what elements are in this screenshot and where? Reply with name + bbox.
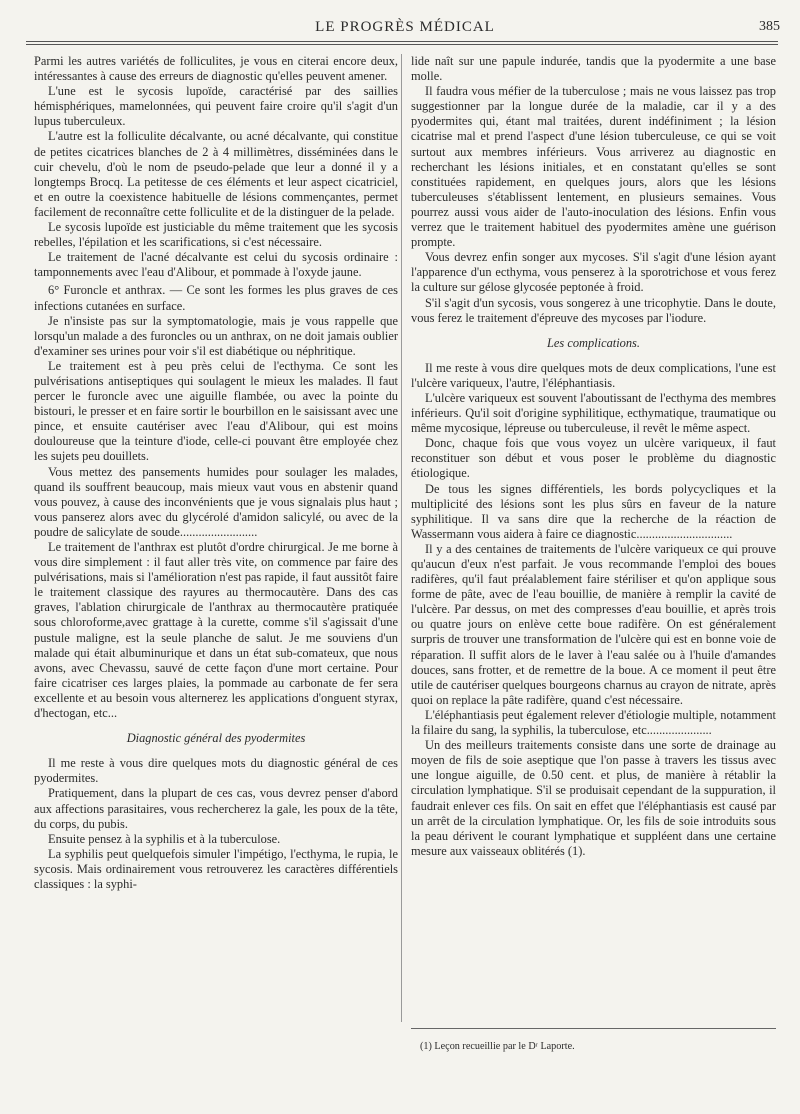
header-rule (26, 41, 778, 42)
footnote-rule (411, 1028, 776, 1029)
page-header (30, 16, 780, 40)
paragraph: Donc, chaque fois que vous voyez un ulcère variqueux, il faut reconstituer son début et vous poser le problème du diagnostic étiologique. (411, 436, 776, 481)
right-column (411, 54, 776, 859)
paragraph: Il me reste à vous dire quelques mots du diagnostic général de ces pyodermites. (34, 756, 398, 786)
paragraph: L'autre est la folliculite décalvante, ou acné décalvante, qui constitue de petites cicatrices blanches de 2 à 4 millimètres, disséminées dans le cuir chevelu, d'où le nom de pseudo-pelade que leur a donné il y a longtemps Brocq. La petitesse de ces éléments et leur aspect cicatriciel, et en outre la coexistence habituelle de lésions commençantes, permet facilement de reconnaître cette folliculite et de la distinguer de la pelade. (34, 129, 398, 219)
paragraph: Parmi les autres variétés de folliculites, je vous en citerai encore deux, intéressantes à cause des erreurs de diagnostic qu'elles peuvent amener. (34, 54, 398, 84)
paragraph: L'éléphantiasis peut également relever d'étiologie multiple, notamment la filaire du sang, la syphilis, la tuberculose, etc..................... (411, 707, 776, 738)
paragraph: Ensuite pensez à la syphilis et à la tuberculose. (48, 831, 281, 846)
footnote: (1) Leçon recueillie par le Dʳ Laporte. (420, 1041, 575, 1052)
paragraph: Je n'insiste pas sur la symptomatologie, mais je vous rappelle que lorsqu'un malade a des furoncles ou un anthrax, on ne doit jamais oublier d'examiner ses urines pour voir s'il est diabétique ou néphritique. (34, 313, 398, 358)
journal-title: LE PROGRÈS MÉDICAL (315, 19, 495, 35)
paragraph: Vous mettez des pansements humides pour soulager les malades, quand ils souffrent beaucoup, mais mieux vaut vous en abstenir quand vous pouvez, à cause des inconvénients que je vous signalais plus haut ; vous panserez alors avec du glycérolé d'amidon salicylé, ou avec de la poudre de salicylate de soude......................... (34, 464, 398, 539)
paragraph: Il y a des centaines de traitements de l'ulcère variqueux ce qui prouve qu'aucun d'eux n'est parfait. Je vous recommande l'emploi des boues radifères, qu'il faut préalablement faire stériliser et qu'on applique sous forme de pâte, avec de l'eau bouillie, de manière à remplir la cavité de l'ulcère. Par dessus, on met des compresses d'eau bouillie, et après trois ou quatre jours on enlève cette boue radifère. On est généralement surpris de trouver une transformation de l'ulcère qui est en bonne voie de réparation. Il suffit alors de le laver à l'eau salée ou à l'huile d'amandes douces, sans frotter, et de remettre de la boue. A ce moment il peut être utile de cautériser quelques bourgeons charnus au crayon de nitrate, après quoi on replace la pâte radifère, quand c'est nécessaire. (411, 541, 776, 707)
paragraph: Pratiquement, dans la plupart de ces cas, vous devrez penser d'abord aux affections parasitaires, vous rechercherez la gale, les poux de la tête, du corps, du pubis. (34, 786, 398, 831)
paragraph: L'ulcère variqueux est souvent l'aboutissant de l'ecthyma des membres inférieurs. Qu'il soit d'origine syphilitique, ecthymatique, traumatique ou même mycosique, lépreuse ou tuberculeuse, il revêt le même aspect. (411, 390, 776, 436)
paragraph: Le traitement est à peu près celui de l'ecthyma. Ce sont les pulvérisations antiseptiques qui soulagent le mieux les malades. Il faut percer le furoncle avec une aiguille flambée, ou avec la pointe du bistouri, le presser et en faire sortir le bourbillon en le saisissant avec une pince, et ensuite cautériser avec l'eau d'Alibour, qui est moins douloureuse que la teinture d'iode, celle-ci pouvant être employée chez les sujets peu douillets. (34, 358, 398, 464)
paragraph: L'une est le sycosis lupoïde, caractérisé par des saillies hémisphériques, mamelonnées, qui peuvent faire croire qu'il s'agit d'un lupus tuberculeux. (34, 84, 398, 129)
paragraph: La syphilis peut quelquefois simuler l'impétigo, l'ecthyma, le rupia, le sycosis. Mais ordinairement vous retrouverez les caractères différentiels classiques : la syphi- (34, 846, 398, 891)
paragraph: lide naît sur une papule indurée, tandis que la pyodermite a une base molle. (411, 54, 776, 84)
paragraph: S'il s'agit d'un sycosis, vous songerez à une tricophytie. Dans le doute, vous ferez le traitement d'épreuve des mycoses par l'iodure. (411, 295, 776, 325)
paragraph: De tous les signes différentiels, les bords polycycliques et la multiplicité des lésions sont les plus sûrs en faveur de la nature syphilitique. Il va sans dire que la recherche de la réaction de Wassermann vous aidera à faire ce diagnostic............................... (411, 481, 776, 541)
section-heading: Diagnostic général des pyodermites (126, 731, 306, 746)
paragraph: Le traitement de l'acné décalvante est celui du sycosis ordinaire : tamponnements avec l'eau d'Alibour, et pommade à l'oxyde jaune. (34, 250, 398, 280)
section-heading: Les complications. (547, 335, 640, 350)
column-divider (401, 54, 402, 1022)
paragraph: 6° Furoncle et anthrax. — Ce sont les formes les plus graves de ces infections cutanées en surface. (34, 283, 398, 313)
page-number: 385 (759, 19, 780, 34)
left-column (34, 54, 398, 892)
paragraph: Il me reste à vous dire quelques mots de deux complications, l'une est l'ulcère variqueux, l'autre, l'éléphantiasis. (411, 360, 776, 390)
header-rule-thin (26, 44, 778, 45)
paragraph: Un des meilleurs traitements consiste dans une sorte de drainage au moyen de fils de soie aseptique que l'on passe à travers les tissus avec une longue aiguille, de 0.50 cent. et plus, de manière à rétablir la circulation lymphatique. S'il se produisait cependant de la suppuration, il faudrait enlever ces fils. On sait en effet que l'éléphantiasis est causé par un arrêt de la circulation lymphatique. Or, les fils de soie introduits sous la peau dérivent le courant lymphatique et suppléent dans une certaine mesure aux vaisseaux oblitérés (1). (411, 738, 776, 858)
paragraph: Vous devrez enfin songer aux mycoses. S'il s'agit d'une lésion ayant l'apparence d'un ecthyma, vous penserez à la sporotrichose et vous ferez la culture sur gélose glycosée peptonée à froid. (411, 250, 776, 295)
paragraph: Le sycosis lupoïde est justiciable du même traitement que les sycosis rebelles, l'épilation et les scarifications, si c'est nécessaire. (34, 220, 398, 250)
paragraph: Le traitement de l'anthrax est plutôt d'ordre chirurgical. Je me borne à vous dire simplement : il faut aller très vite, on commence par faire des pulvérisations, mais si l'amélioration n'est pas rapide, il faut aussitôt faire le traitement classique des rayures au thermocautère. Dans des cas graves, l'ablation chirurgicale de l'anthrax au thermocautère pratiquée sous chloroforme,avec grattage à la curette, comme s'il s'agissait d'une pustule maligne, est la seule planche de salut. Je me souviens d'un malade qui était albuminurique et dans un état sub-comateux, que nous avons, avec Chevassu, sauvé de cette façon d'une mort certaine. Pour faire cicatriser ces larges plaies, la pommade au carbonate de fer sera excellente et au besoin vous alternerez les applications d'onguent styrax, d'hectogan, etc... (34, 540, 398, 721)
paragraph: Il faudra vous méfier de la tuberculose ; mais ne vous laissez pas trop suggestionner par la longue durée de la maladie, car il y a des pyodermites qui, étant mal traitées, durent indéfiniment ; la lésion cicatrise mal et prend l'aspect d'une lésion tuberculeuse, ce qui se voit surtout aux membres inférieurs. Vous arriverez au diagnostic en recherchant les lésions initiales, et en constatant qu'elles se sont constituées rapidement, en quelques jours, alors que les lésions tuberculeuses s'établissent lentement, en plusieurs semaines. Vous pourrez aussi vous aider de l'auto-inoculation des lésions. Enfin vous verrez que le traitement habituel des pyodermites amène une guérison prompte. (411, 84, 776, 250)
